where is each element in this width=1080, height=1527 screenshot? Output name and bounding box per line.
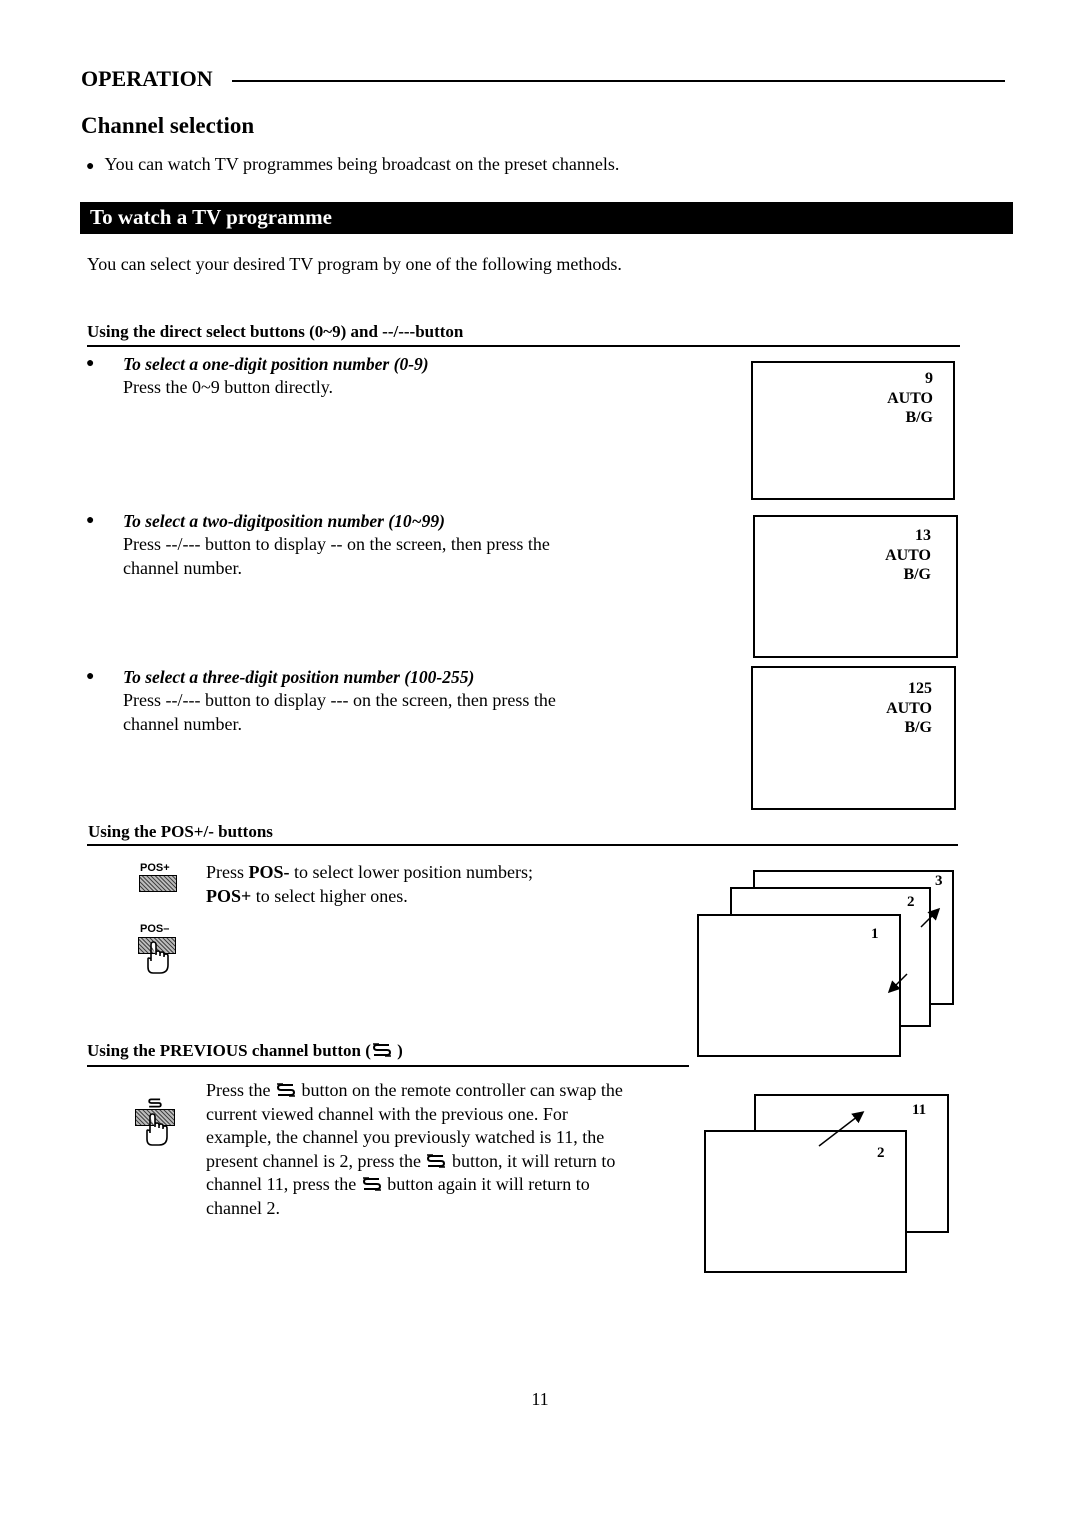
- tv-screen-three-digit: [751, 666, 956, 810]
- osd-system: B/G: [903, 566, 931, 583]
- tv-screen-one-digit: [751, 361, 955, 500]
- osd-system: B/G: [904, 719, 932, 736]
- previous-text: [206, 1079, 623, 1220]
- swap-icon: [425, 1153, 447, 1169]
- osd-mode: AUTO: [885, 546, 931, 564]
- section-rule: [232, 80, 1005, 82]
- osd-mode: AUTO: [887, 389, 933, 407]
- previous-line-6: channel 2.: [206, 1197, 280, 1218]
- pos-minus-icon-label: POS–: [140, 923, 170, 935]
- previous-line-3: example, the channel you previously watched is 11, the: [206, 1127, 605, 1147]
- previous-line-4: present channel is 2, press the button, it will return to: [206, 1150, 616, 1171]
- pos-line-1: Press POS- to select lower position numbers;: [206, 862, 533, 882]
- pos-text: [206, 861, 533, 908]
- pos-plus-button-icon: [137, 862, 179, 894]
- previous-heading: Using the PREVIOUS channel button ( ): [87, 1041, 403, 1060]
- three-digit-text: [123, 689, 556, 736]
- bullet-icon: ●: [86, 159, 95, 174]
- stack-number-3: 3: [935, 873, 943, 889]
- pointing-hand-icon: [143, 1113, 169, 1147]
- current-channel-number: 2: [877, 1145, 885, 1161]
- intro-text: You can watch TV programmes being broadcast on the preset channels.: [104, 154, 620, 174]
- bullet-icon: ●: [86, 513, 95, 528]
- bullet-icon: ●: [86, 356, 95, 371]
- two-digit-line-1: Press --/--- button to display -- on the screen, then press the: [123, 534, 550, 554]
- pos-minus-button-icon: [136, 923, 180, 975]
- previous-button-icon: [135, 1097, 179, 1149]
- stack-number-2: 2: [907, 894, 915, 910]
- up-down-arrows-icon: [880, 900, 950, 1000]
- osd-mode: AUTO: [886, 699, 932, 717]
- osd-readout: [753, 668, 954, 738]
- osd-channel-number: 13: [915, 527, 931, 544]
- bullet-icon: ●: [86, 669, 95, 684]
- osd-channel-number: 125: [908, 680, 932, 697]
- pos-line-2: POS+ to select higher ones.: [206, 885, 408, 906]
- osd-channel-number: 9: [925, 370, 933, 387]
- swap-icon: [371, 1042, 393, 1058]
- swap-icon: [361, 1176, 383, 1192]
- three-digit-line-1: Press --/--- button to display --- on the screen, then press the: [123, 690, 556, 710]
- previous-line-2: current viewed channel with the previous one. For: [206, 1103, 568, 1124]
- pos-rule: [87, 844, 958, 846]
- swap-arrow-icon: [812, 1104, 872, 1154]
- pos-plus-term: POS+: [206, 885, 252, 906]
- previous-rule: [87, 1065, 689, 1067]
- section-banner: To watch a TV programme: [80, 202, 1013, 234]
- previous-channel-number: 11: [912, 1102, 927, 1118]
- three-digit-line-2: channel number.: [123, 713, 242, 734]
- lead-text: You can select your desired TV program by one of the following methods.: [87, 254, 622, 274]
- swap-icon: [147, 1097, 163, 1109]
- tv-screen-two-digit: [753, 515, 958, 658]
- previous-line-5: channel 11, press the button again it will return to: [206, 1174, 590, 1194]
- three-digit-title: To select a three-digit position number (100-255): [123, 667, 475, 687]
- stack-number-1: 1: [871, 926, 879, 942]
- osd-system: B/G: [905, 409, 933, 426]
- section-title: OPERATION: [81, 66, 213, 91]
- pointing-hand-icon: [144, 941, 170, 975]
- two-digit-text: [123, 533, 550, 580]
- button-face: [139, 875, 177, 892]
- pos-heading: Using the POS+/- buttons: [88, 822, 273, 841]
- osd-readout: [755, 517, 956, 585]
- direct-select-heading: Using the direct select buttons (0~9) and --/---button: [87, 322, 464, 341]
- intro-paragraph: [86, 154, 619, 175]
- pos-plus-icon-label: POS+: [140, 862, 170, 874]
- one-digit-text: Press the 0~9 button directly.: [123, 377, 334, 397]
- pos-minus-term: POS-: [248, 862, 290, 882]
- osd-readout: [753, 363, 953, 428]
- page-number: 11: [531, 1389, 549, 1409]
- two-digit-title: To select a two-digitposition number (10~99): [123, 511, 445, 531]
- one-digit-title: To select a one-digit position number (0-9): [123, 354, 429, 374]
- swap-icon: [275, 1082, 297, 1098]
- previous-line-1: Press the button on the remote controller can swap the: [206, 1080, 623, 1100]
- direct-select-rule: [87, 345, 960, 347]
- two-digit-line-2: channel number.: [123, 557, 242, 578]
- page-title: Channel selection: [81, 113, 255, 138]
